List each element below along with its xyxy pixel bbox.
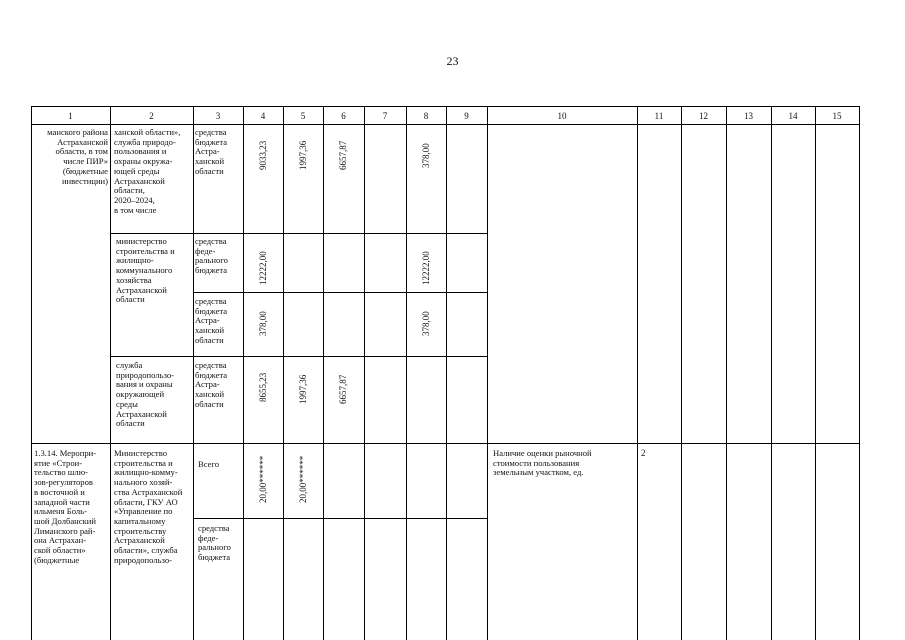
cell-executor: министерство строительства и жилищно- коммунального хозяйства Астраханской области [116,236,175,305]
cell-funding-source: средства феде- рального бюджета [198,523,231,563]
cell-executor: ханской области», служба природо- пользования и охраны окружа- ющей среды Астраханской области, 2020–2024, в том числе [114,127,181,215]
cell-indicator-value: 2 [641,448,646,458]
table-rule [726,106,727,640]
table-rule [110,106,111,640]
header-cell: 7 [382,111,388,121]
cell-amount-total: 8655,23 [258,372,268,402]
cell-executor: служба природопользо- вания и охраны окружающей среды Астраханской области [116,360,175,429]
cell-amount-total: 20,00****** [258,455,268,503]
header-cell: 13 [744,111,753,121]
cell-amount: 378,00 [421,311,431,336]
table-rule [193,292,487,293]
header-cell: 3 [215,111,221,121]
cell-amount: 1997,36 [298,140,308,170]
cell-funding-source: Всего [198,459,220,469]
cell-activity-name: манского района Астраханской области, в том числе ПИР» (бюджетные инвестиции) [47,127,108,186]
header-cell: 6 [341,111,346,121]
table-rule [364,106,365,640]
cell-amount-total: 9033,23 [258,140,268,170]
cell-amount: 6657,87 [338,374,348,404]
table-rule [243,106,244,640]
header-cell: 10 [557,111,567,121]
cell-executor: Министерство строительства и жилищно-комму- нального хозяй- ства Астраханской области, ГКУ АО «Управление по капитальному строительству Астраханской области», служба природопользо- [114,448,183,565]
header-cell: 11 [654,111,664,121]
header-cell: 14 [788,111,798,121]
cell-funding-source: средства бюджета Астра- ханской области [195,360,228,409]
header-cell: 12 [699,111,708,121]
table-rule [815,106,816,640]
cell-amount: 20,00****** [298,455,308,503]
table-rule [859,106,860,640]
table-rule [110,356,487,357]
table-rule [110,233,487,234]
cell-funding-source: средства бюджета Астра- ханской области [195,127,228,176]
table-rule [193,106,194,640]
cell-amount-total: 12222,00 [258,251,268,285]
header-cell: 2 [149,111,154,121]
cell-amount: 1997,36 [298,374,308,404]
table-rule [681,106,682,640]
table-rule [283,106,284,640]
cell-amount: 378,00 [421,143,431,168]
header-cell: 1 [68,111,73,121]
cell-activity-name: 1.3.14. Меропри- ятие «Строи- тельство шлю- зов-регуляторов в восточной и западной части ильменя Боль- шой Долбанский Лиманского рай- она Астрахан- ской области» (бюджетные [34,448,97,565]
cell-amount-total: 378,00 [258,311,268,336]
table-rule [193,518,487,519]
header-cell: 8 [423,111,429,121]
table-rule [446,106,447,640]
table-rule [487,106,488,640]
header-cell: 15 [832,111,842,121]
table-rule [637,106,638,640]
cell-amount: 6657,87 [338,140,348,170]
header-cell: 5 [300,111,306,121]
header-cell: 9 [464,111,469,121]
table-rule [406,106,407,640]
table-rule [31,106,32,640]
table-rule [771,106,772,640]
cell-funding-source: средства бюджета Астра- ханской области [195,296,228,345]
header-cell: 4 [260,111,266,121]
cell-funding-source: средства феде- рального бюджета [195,236,228,276]
table-rule [323,106,324,640]
page-number: 23 [446,54,459,68]
cell-indicator: Наличие оценки рыночной стоимости пользования земельным участком, ед. [493,448,592,478]
cell-amount: 12222,00 [421,251,431,285]
